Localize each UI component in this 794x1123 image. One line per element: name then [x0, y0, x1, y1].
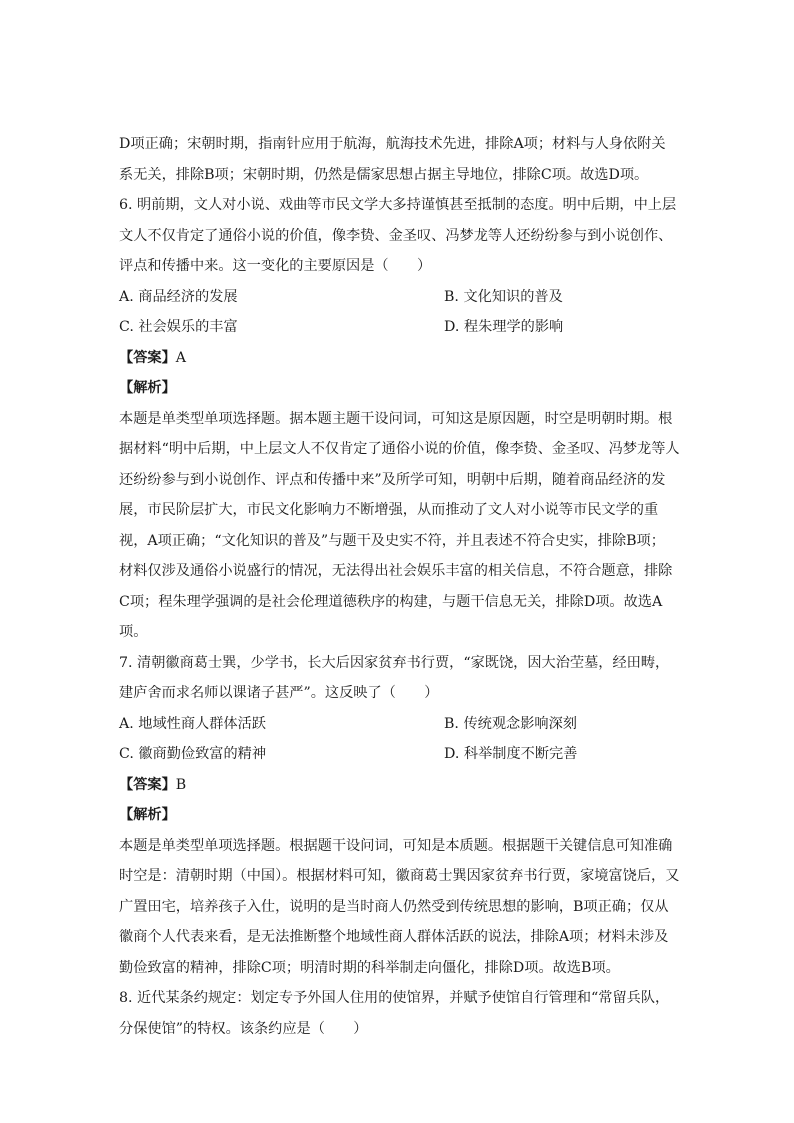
document-body [119, 129, 679, 1044]
q6-option-a: A. 商品经济的发展 [119, 288, 238, 305]
q7-analysis-line-4: 徽商个人代表来看，是无法推断整个地域性商人群体活跃的说法，排除A项；材料未涉及 [119, 929, 669, 945]
q7-options-row-1 [119, 709, 679, 740]
q6-analysis-line-3: 还纷纷参与到小说创作、评点和传播中来”及所学可知，明朝中后期，随着商品经济的发 [119, 471, 666, 488]
q7-option-a: A. 地域性商人群体活跃 [119, 715, 266, 732]
q6-analysis-line-1: 本题是单类型单项选择题。据本题主题干设问词，可知这是原因题，时空是明朝时期。根 [119, 410, 673, 427]
q6-option-d: D. 程朱理学的影响 [444, 319, 564, 335]
q7-answer-value: B [175, 776, 187, 793]
q6-options-row-1 [119, 282, 679, 313]
q7-option-d: D. 科举制度不断完善 [444, 746, 578, 762]
q7-stem-line-2: 建庐舍而求名师以课诸子甚严”。这反映了（ ） [119, 685, 439, 701]
q6-analysis-line-6: 材料仅涉及通俗小说盛行的情况，无法得出社会娱乐丰富的相关信息，不符合题意，排除 [119, 563, 673, 579]
q7-option-b: B. 传统观念影响深刻 [444, 715, 577, 732]
q6-stem-line-3: 评点和传播中来。这一变化的主要原因是（ ） [119, 258, 432, 274]
q6-analysis-line-8: 项。 [119, 624, 148, 640]
q6-analysis-line-7: C项；程朱理学强调的是社会伦理道德秩序的构建，与题干信息无关，排除D项。故选A [119, 593, 663, 610]
q6-analysis-line-2: 据材料“明中后期，中上层文人不仅肯定了通俗小说的价值，像李贽、金圣叹、冯梦龙等人 [119, 441, 680, 457]
q7-answer-label: 【答案】 [119, 776, 176, 793]
q6-option-c: C. 社会娱乐的丰富 [119, 319, 238, 335]
q8-stem-line-2: 分保使馆”的特权。该条约应是（ ） [119, 1020, 368, 1037]
q7-answer [119, 770, 679, 801]
q6-answer [119, 343, 679, 374]
q7-analysis-label: 【解析】 [119, 807, 176, 823]
q6-stem-line-1: 6. 明前期，文人对小说、戏曲等市民文学大多持谨慎甚至抵制的态度。明中后期，中上层 [119, 197, 677, 213]
intro-line-2: 系无关，排除B项；宋朝时期，仍然是儒家思想占据主导地位，排除C项。故选D项。 [119, 166, 649, 183]
q6-stem-line-2: 文人不仅肯定了通俗小说的价值，像李贽、金圣叹、冯梦龙等人还纷纷参与到小说创作、 [119, 227, 673, 244]
q6-option-b: B. 文化知识的普及 [444, 288, 563, 305]
q7-options-row-2 [119, 739, 679, 770]
q6-options-row-2 [119, 312, 679, 343]
q7-analysis-line-1: 本题是单类型单项选择题。根据题干设问词，可知是本质题。根据题干关键信息可知准确 [119, 837, 673, 854]
q7-option-c: C. 徽商勤俭致富的精神 [119, 746, 267, 762]
q7-stem-line-1: 7. 清朝徽商葛士巽，少学书，长大后因家贫弃书行贾，“家既饶，因大治茔墓，经田畴， [119, 654, 670, 671]
q6-analysis-line-5: 视，A项正确；“文化知识的普及”与题干及史实不符，并且表述不符合史实，排除B项； [119, 532, 665, 549]
q7-analysis-line-2: 时空是：清朝时期（中国）。根据材料可知，徽商葛士巽因家贫弃书行贾，家境富饶后，又 [119, 868, 680, 884]
q6-analysis-label: 【解析】 [119, 380, 176, 396]
intro-line-1: D项正确；宋朝时期，指南针应用于航海，航海技术先进，排除A项；材料与人身依附关 [119, 136, 666, 152]
q6-answer-value: A [175, 349, 187, 366]
q8-stem-line-1: 8. 近代某条约规定：划定专予外国人住用的使馆界，并赋予使馆自行管理和“常留兵队， [119, 990, 670, 1006]
q6-answer-label: 【答案】 [119, 349, 176, 366]
q7-analysis-line-3: 广置田宅，培养孩子入仕，说明的是当时商人仍然受到传统思想的影响，B项正确；仅从 [119, 898, 669, 915]
q6-analysis-line-4: 展，市民阶层扩大，市民文化影响力不断增强，从而推动了文人对小说等市民文学的重 [119, 502, 659, 518]
q7-analysis-line-5: 勤俭致富的精神，排除C项；明清时期的科举制走向僵化，排除D项。故选B项。 [119, 959, 620, 976]
